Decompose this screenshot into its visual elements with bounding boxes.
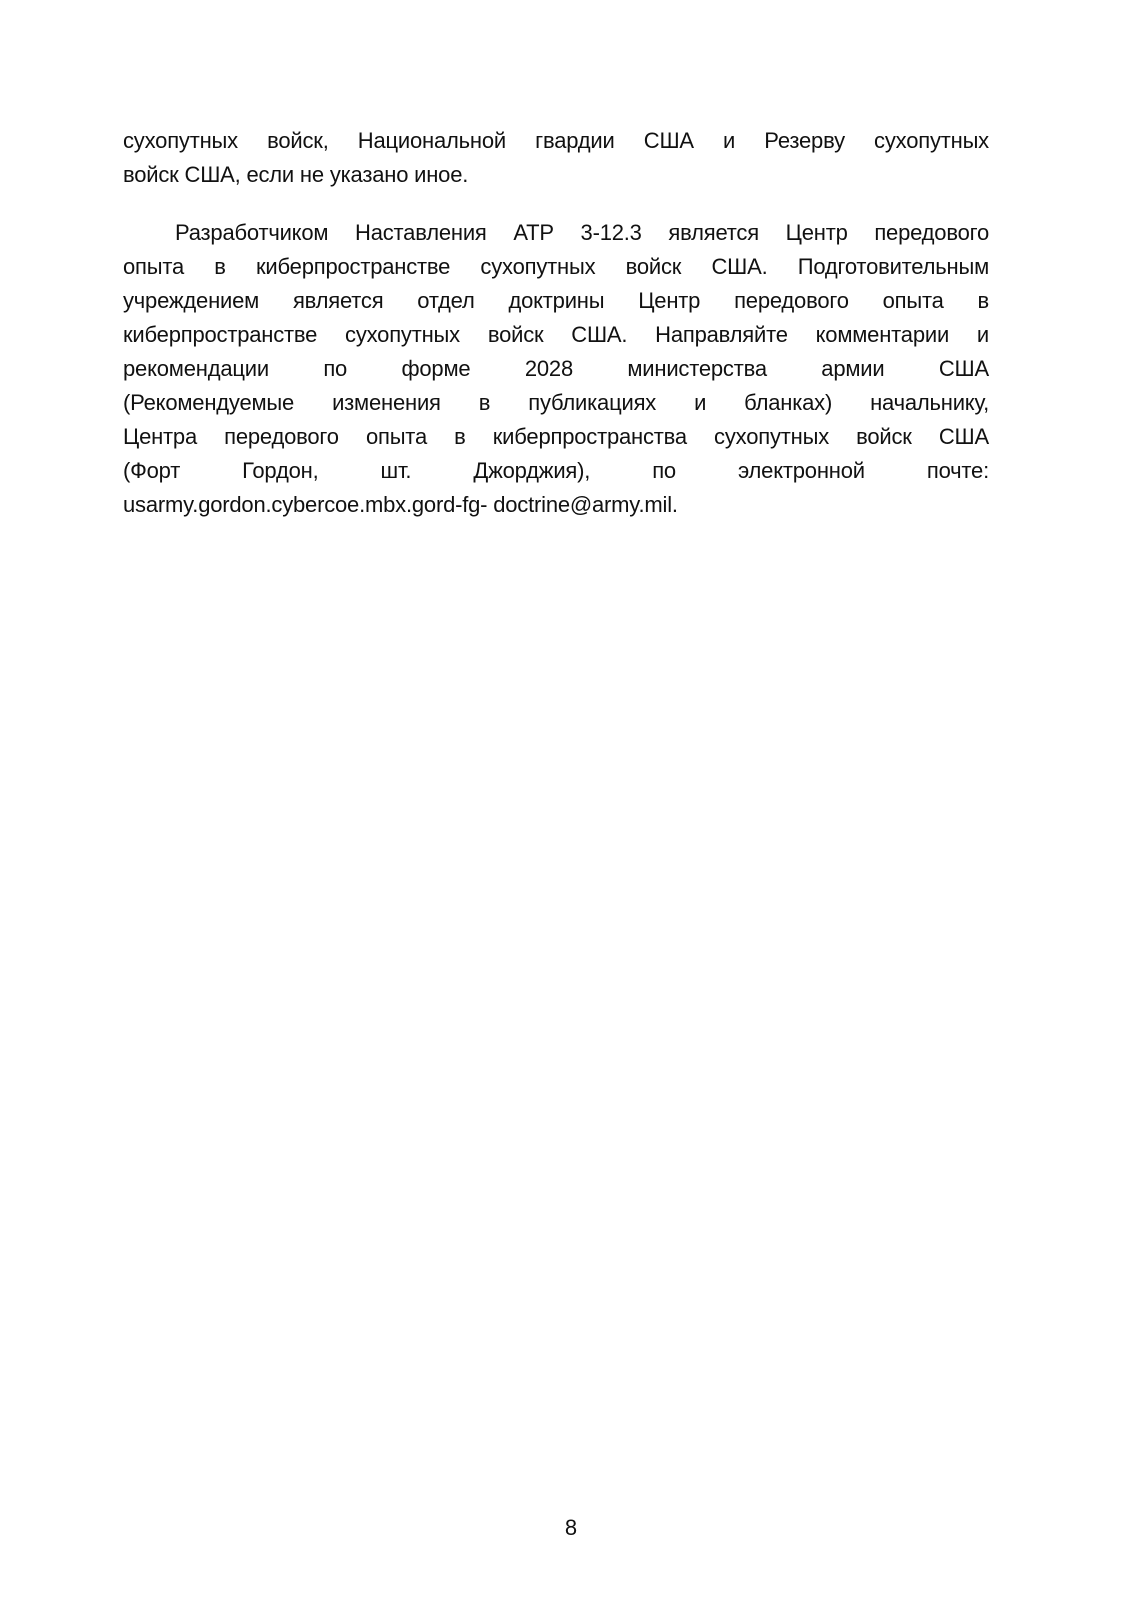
text-line: сухопутных войск, Национальной гвардии США и Резерву сухопутных <box>123 128 989 153</box>
paragraph-applicability <box>123 124 989 192</box>
text-line: опыта в киберпространстве сухопутных войск США. Подготовительным <box>123 254 989 279</box>
text-line: Разработчиком Наставления АТР 3-12.3 является Центр передового <box>175 220 989 245</box>
paragraph-proponent <box>123 216 989 522</box>
text-line: (Рекомендуемые изменения в публикациях и бланках) начальнику, <box>123 390 989 415</box>
text-line: войск США, если не указано иное. <box>123 162 469 187</box>
email-address-line: usarmy.gordon.cybercoe.mbx.gord-fg- doctrine@army.mil. <box>123 492 678 517</box>
text-line: (Форт Гордон, шт. Джорджия), по электронной почте: <box>123 458 989 483</box>
page-number: 8 <box>564 1515 578 1540</box>
text-line: Центра передового опыта в киберпространства сухопутных войск США <box>123 424 989 449</box>
text-line: киберпространстве сухопутных войск США. Направляйте комментарии и <box>123 322 989 347</box>
text-line: учреждением является отдел доктрины Центр передового опыта в <box>123 288 989 313</box>
text-line: рекомендации по форме 2028 министерства армии США <box>123 356 989 381</box>
